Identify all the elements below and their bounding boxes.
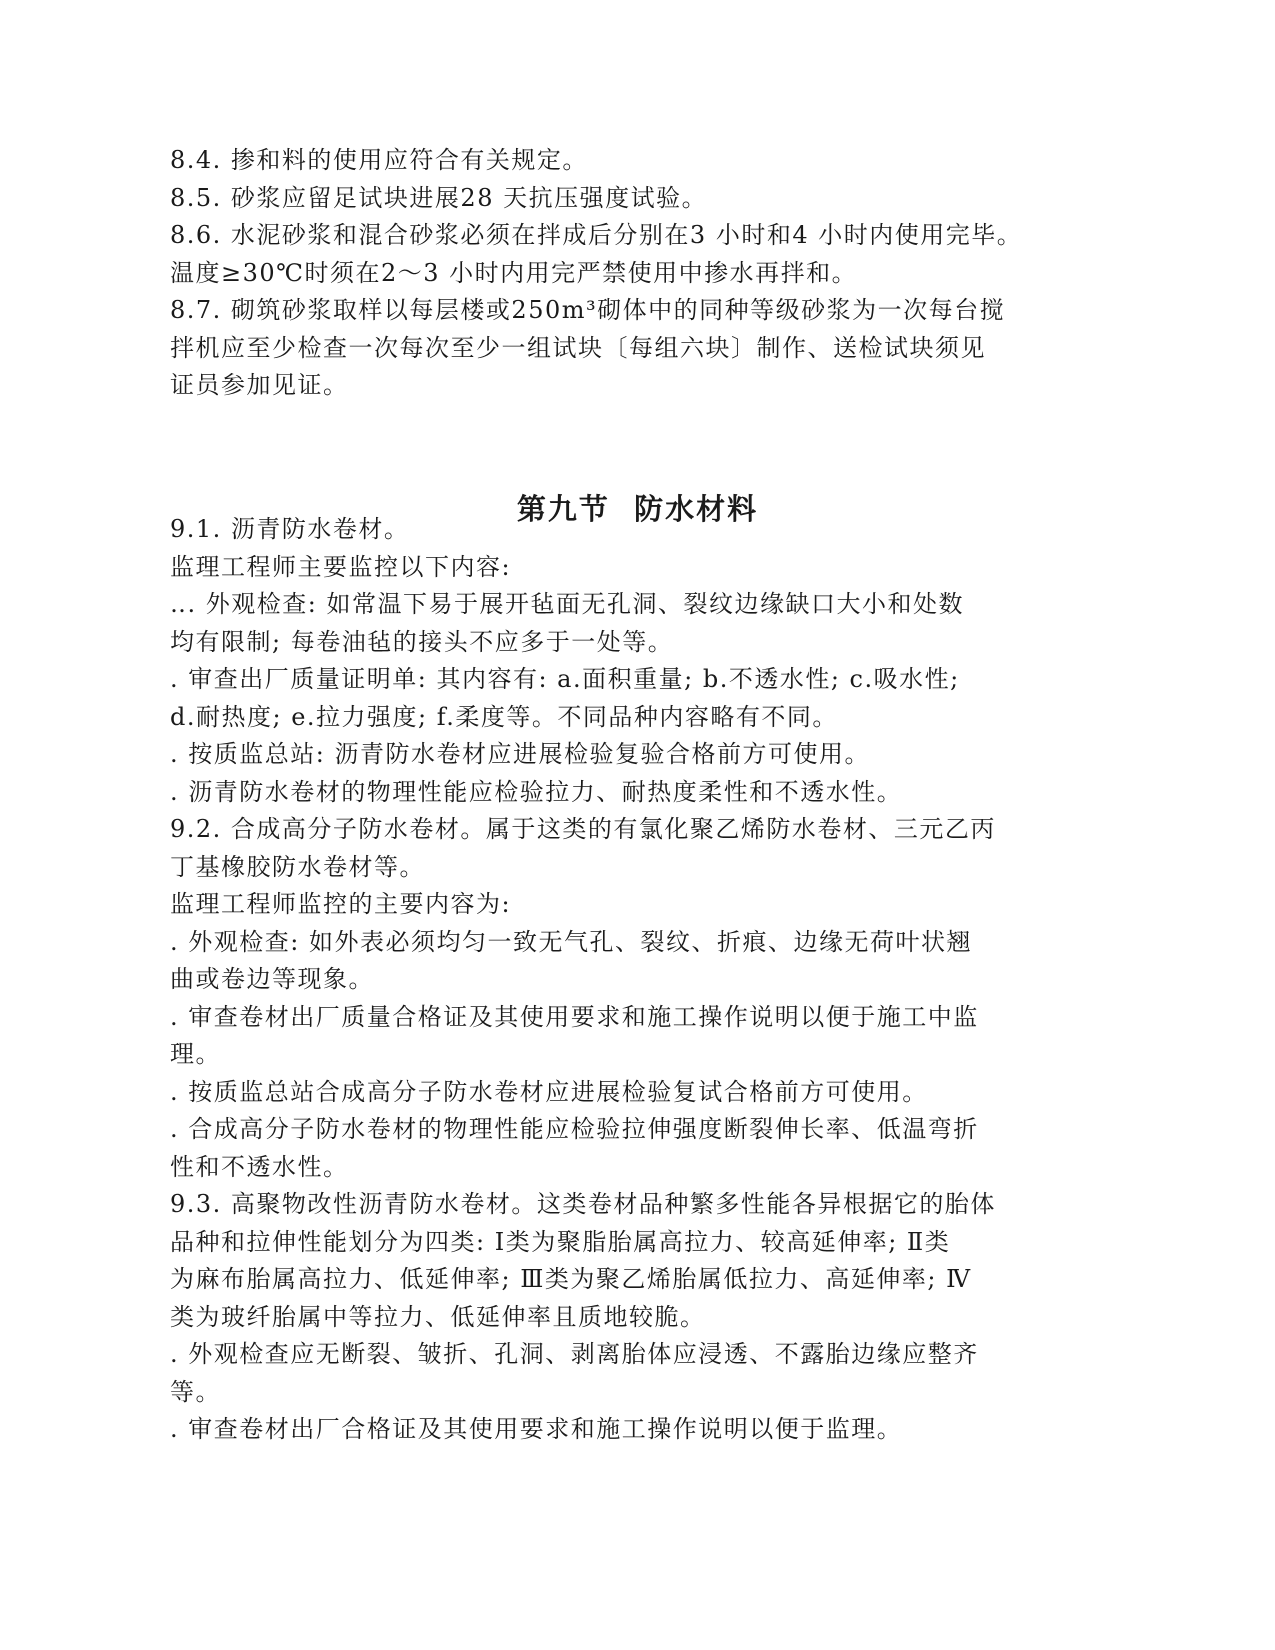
paragraph-line: 丁基橡胶防水卷材等。 [170,852,425,881]
paragraph-line: 均有限制; 每卷油毡的接头不应多于一处等。 [170,627,674,656]
paragraph-line: ‥. 外观检查: 如常温下易于展开毡面无孔洞、裂纹边缘缺口大小和处数 [170,590,964,618]
paragraph-line: 类为玻纤胎属中等拉力、低延伸率且质地较脆。 [170,1302,706,1331]
paragraph-line: 拌机应至少检查一次每次至少一组试块〔每组六块〕制作、送检试块须见 [170,333,986,362]
paragraph-line: 9.1. 沥青防水卷材。 [170,515,410,543]
section-title: 第九节 防水材料 [516,492,759,526]
paragraph-line: 监理工程师主要监控以下内容: [170,552,512,581]
paragraph-line: d.耐热度; e.拉力强度; f.柔度等。不同品种内容略有不同。 [170,702,838,731]
paragraph-line: 为麻布胎属高拉力、低延伸率; Ⅲ类为聚乙烯胎属低拉力、高延伸率; Ⅳ [170,1265,972,1293]
paragraph-line: . 按质监总站合成高分子防水卷材应进展检验复试合格前方可使用。 [170,1077,928,1106]
paragraph-line: . 按质监总站: 沥青防水卷材应进展检验复验合格前方可使用。 [170,740,870,768]
paragraph-line: . 外观检查: 如外表必须均匀一致无气孔、裂纹、折痕、边缘无荷叶状翘 [170,927,972,956]
paragraph-line: 品种和拉伸性能划分为四类: Ⅰ类为聚脂胎属高拉力、较高延伸率; Ⅱ类 [170,1227,951,1256]
paragraph-line: 8.7. 砌筑砂浆取样以每层楼或250m³砌体中的同种等级砂浆为一次每台搅 [170,296,1006,324]
paragraph-line: . 审查卷材出厂合格证及其使用要求和施工操作说明以便于监理。 [170,1415,903,1443]
paragraph-line: 8.6. 水泥砂浆和混合砂浆必须在拌成后分别在3 小时和4 小时内使用完毕。 [170,221,1023,249]
section-8-body [170,142,1120,405]
paragraph-line: . 沥青防水卷材的物理性能应检验拉力、耐热度柔性和不透水性。 [170,777,903,806]
paragraph-line: 性和不透水性。 [170,1152,349,1181]
paragraph-line: 8.5. 砂浆应留足试块进展28 天抗压强度试验。 [170,183,708,212]
paragraph-line: 9.2. 合成高分子防水卷材。属于这类的有氯化聚乙烯防水卷材、三元乙丙 [170,815,996,843]
paragraph-line: 证员参加见证。 [170,371,349,399]
paragraph-line: 8.4. 掺和料的使用应符合有关规定。 [170,146,588,174]
paragraph-line: 监理工程师监控的主要内容为: [170,890,512,918]
paragraph-line: 等。 [170,1377,221,1406]
paragraph-line: . 外观检查应无断裂、皱折、孔洞、剥离胎体应浸透、不露胎边缘应整齐 [170,1340,979,1368]
paragraph-line: . 审查卷材出厂质量合格证及其使用要求和施工操作说明以便于施工中监 [170,1002,979,1031]
section-9-body [170,511,1120,1449]
paragraph-line: 曲或卷边等现象。 [170,965,374,993]
paragraph-line: 温度≥30℃时须在2～3 小时内用完严禁使用中掺水再拌和。 [170,258,858,287]
paragraph-line: 9.3. 高聚物改性沥青防水卷材。这类卷材品种繁多性能各异根据它的胎体 [170,1190,996,1218]
paragraph-line: 理。 [170,1040,221,1068]
paragraph-line: . 合成高分子防水卷材的物理性能应检验拉伸强度断裂伸长率、低温弯折 [170,1115,979,1143]
paragraph-line: . 审查出厂质量证明单: 其内容有: a.面积重量; b.不透水性; c.吸水性; [170,665,960,693]
